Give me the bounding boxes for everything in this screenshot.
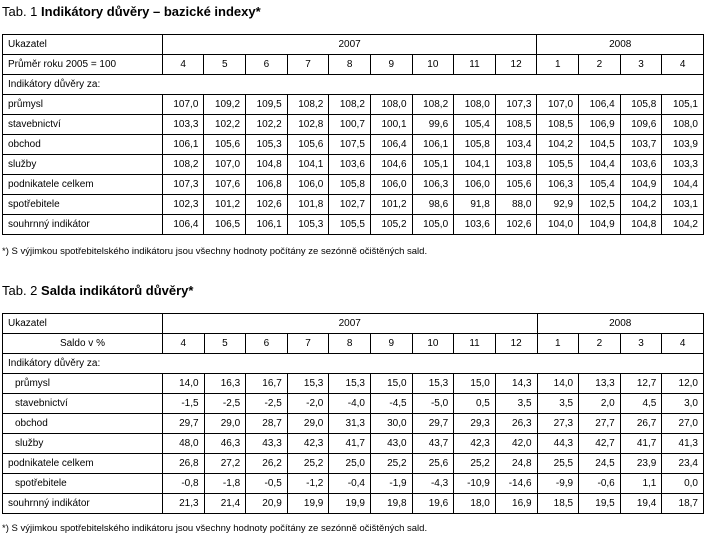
data-cell: -4,0	[329, 394, 371, 414]
data-cell: 19,9	[329, 494, 371, 514]
data-cell: 101,2	[370, 195, 412, 215]
data-cell: 41,3	[662, 434, 704, 454]
data-cell: 24,5	[579, 454, 621, 474]
table-row	[3, 215, 704, 235]
data-cell: 20,9	[246, 494, 288, 514]
data-cell: 107,6	[204, 175, 246, 195]
data-cell: 42,3	[454, 434, 496, 454]
data-cell: 41,7	[620, 434, 662, 454]
data-cell: 105,8	[454, 135, 496, 155]
data-cell: 105,3	[246, 135, 288, 155]
month-header: 6	[246, 334, 288, 354]
data-cell: 104,2	[662, 215, 704, 235]
table-row	[3, 494, 704, 514]
data-cell: 108,2	[329, 95, 371, 115]
data-cell: 104,1	[287, 155, 329, 175]
data-cell: 107,5	[329, 135, 371, 155]
header-label-ukazatel: Ukazatel	[3, 314, 163, 334]
table1-confidence-indices	[2, 34, 704, 235]
month-header: 7	[287, 55, 329, 75]
data-cell: 25,2	[454, 454, 496, 474]
data-cell: 25,2	[287, 454, 329, 474]
data-cell: 106,9	[579, 115, 621, 135]
data-cell: 103,6	[620, 155, 662, 175]
table1-title-text: Indikátory důvěry – bazické indexy*	[41, 4, 261, 19]
data-cell: -2,0	[287, 394, 329, 414]
table-row	[3, 135, 704, 155]
data-cell: 106,0	[454, 175, 496, 195]
data-cell: 29,7	[412, 414, 454, 434]
data-cell: 99,6	[412, 115, 454, 135]
data-cell: 15,3	[287, 374, 329, 394]
data-cell: 23,4	[662, 454, 704, 474]
month-header: 3	[620, 55, 662, 75]
data-cell: 0,0	[662, 474, 704, 494]
month-header: 10	[412, 334, 454, 354]
data-cell: 109,6	[620, 115, 662, 135]
data-cell: 42,0	[495, 434, 537, 454]
data-cell: 102,7	[329, 195, 371, 215]
data-cell: 15,0	[370, 374, 412, 394]
data-cell: 100,7	[329, 115, 371, 135]
data-cell: 100,1	[370, 115, 412, 135]
year-2007-header: 2007	[162, 35, 537, 55]
row-label: průmysl	[3, 374, 163, 394]
month-header: 1	[537, 334, 579, 354]
data-cell: 106,0	[287, 175, 329, 195]
month-header: 6	[246, 55, 288, 75]
data-cell: -1,2	[287, 474, 329, 494]
data-cell: 103,8	[495, 155, 537, 175]
data-cell: 1,1	[620, 474, 662, 494]
table2-title	[2, 283, 193, 298]
table-row	[3, 454, 704, 474]
data-cell: 19,8	[370, 494, 412, 514]
data-cell: 21,3	[162, 494, 204, 514]
table-row	[3, 175, 704, 195]
row-label: stavebnictví	[3, 115, 163, 135]
data-cell: 103,1	[662, 195, 704, 215]
data-cell: 27,2	[204, 454, 246, 474]
data-cell: 106,3	[537, 175, 579, 195]
data-cell: 105,8	[620, 95, 662, 115]
data-cell: 107,0	[162, 95, 204, 115]
table-row	[3, 414, 704, 434]
month-header: 3	[620, 334, 662, 354]
data-cell: 0,5	[454, 394, 496, 414]
data-cell: 105,8	[329, 175, 371, 195]
data-cell: 103,7	[620, 135, 662, 155]
data-cell: 108,0	[370, 95, 412, 115]
month-header: 9	[370, 334, 412, 354]
data-cell: 103,9	[662, 135, 704, 155]
data-cell: 31,3	[329, 414, 371, 434]
data-cell: -0,6	[579, 474, 621, 494]
data-cell: 3,5	[537, 394, 579, 414]
data-cell: 29,0	[287, 414, 329, 434]
data-cell: 25,0	[329, 454, 371, 474]
data-cell: 4,5	[620, 394, 662, 414]
table2-title-text: Salda indikátorů důvěry*	[41, 283, 194, 298]
data-cell: 106,8	[246, 175, 288, 195]
month-header: 4	[662, 334, 704, 354]
data-cell: 105,5	[537, 155, 579, 175]
table-row	[3, 115, 704, 135]
month-header: 5	[204, 55, 246, 75]
data-cell: 102,6	[246, 195, 288, 215]
month-header: 11	[454, 55, 496, 75]
data-cell: 105,4	[579, 175, 621, 195]
data-cell: 23,9	[620, 454, 662, 474]
header-row-months	[3, 55, 704, 75]
data-cell: -5,0	[412, 394, 454, 414]
month-header: 12	[495, 55, 537, 75]
data-cell: 105,0	[412, 215, 454, 235]
data-cell: 12,0	[662, 374, 704, 394]
data-cell: 104,1	[454, 155, 496, 175]
data-cell: 26,8	[162, 454, 204, 474]
data-cell: -2,5	[204, 394, 246, 414]
data-cell: 104,9	[620, 175, 662, 195]
data-cell: 106,1	[246, 215, 288, 235]
data-cell: 26,3	[495, 414, 537, 434]
data-cell: 108,5	[495, 115, 537, 135]
data-cell: 105,6	[287, 135, 329, 155]
data-cell: 107,0	[204, 155, 246, 175]
base-label: Průměr roku 2005 = 100	[3, 55, 163, 75]
row-label: spotřebitele	[3, 195, 163, 215]
data-cell: 25,6	[412, 454, 454, 474]
data-cell: 26,7	[620, 414, 662, 434]
data-cell: 41,7	[329, 434, 371, 454]
month-header: 10	[412, 55, 454, 75]
row-label: obchod	[3, 414, 163, 434]
data-cell: 104,8	[246, 155, 288, 175]
data-cell: 107,3	[162, 175, 204, 195]
data-cell: 103,6	[329, 155, 371, 175]
month-header: 9	[370, 55, 412, 75]
year-2008-header: 2008	[537, 314, 703, 334]
data-cell: 29,0	[204, 414, 246, 434]
table-row	[3, 95, 704, 115]
data-cell: 103,3	[662, 155, 704, 175]
data-cell: 15,3	[329, 374, 371, 394]
table2-title-prefix: Tab. 2	[2, 283, 42, 298]
data-cell: 104,2	[620, 195, 662, 215]
data-cell: 102,5	[579, 195, 621, 215]
data-cell: 3,5	[495, 394, 537, 414]
data-cell: 12,7	[620, 374, 662, 394]
data-cell: 106,4	[370, 135, 412, 155]
data-cell: 43,3	[246, 434, 288, 454]
month-header: 2	[579, 55, 621, 75]
data-cell: 107,0	[537, 95, 579, 115]
data-cell: 46,3	[204, 434, 246, 454]
section-label: Indikátory důvěry za:	[3, 354, 704, 374]
month-header: 7	[287, 334, 329, 354]
table-row	[3, 374, 704, 394]
data-cell: 104,6	[370, 155, 412, 175]
data-cell: 106,5	[204, 215, 246, 235]
data-cell: 25,2	[370, 454, 412, 474]
data-cell: 102,8	[287, 115, 329, 135]
data-cell: 27,7	[579, 414, 621, 434]
data-cell: 108,2	[412, 95, 454, 115]
data-cell: 102,2	[204, 115, 246, 135]
data-cell: -14,6	[495, 474, 537, 494]
table1-title	[2, 4, 261, 19]
data-cell: 92,9	[537, 195, 579, 215]
data-cell: 108,2	[162, 155, 204, 175]
data-cell: 104,2	[537, 135, 579, 155]
header-row-years	[3, 314, 704, 334]
data-cell: 104,9	[579, 215, 621, 235]
data-cell: 107,3	[495, 95, 537, 115]
data-cell: 16,9	[495, 494, 537, 514]
data-cell: 105,2	[370, 215, 412, 235]
data-cell: 26,2	[246, 454, 288, 474]
data-cell: 101,8	[287, 195, 329, 215]
table2-confidence-balances	[2, 313, 704, 514]
data-cell: 28,7	[246, 414, 288, 434]
data-cell: 103,4	[495, 135, 537, 155]
month-header: 4	[662, 55, 704, 75]
data-cell: 14,0	[537, 374, 579, 394]
data-cell: 15,3	[412, 374, 454, 394]
table-row	[3, 394, 704, 414]
data-cell: -1,5	[162, 394, 204, 414]
section-row	[3, 75, 704, 95]
data-cell: 108,0	[454, 95, 496, 115]
month-header: 4	[162, 334, 204, 354]
data-cell: -2,5	[246, 394, 288, 414]
data-cell: 27,0	[662, 414, 704, 434]
data-cell: 16,7	[246, 374, 288, 394]
data-cell: 3,0	[662, 394, 704, 414]
data-cell: 30,0	[370, 414, 412, 434]
data-cell: 91,8	[454, 195, 496, 215]
data-cell: 104,4	[579, 155, 621, 175]
month-header: 8	[329, 55, 371, 75]
data-cell: -4,5	[370, 394, 412, 414]
data-cell: 108,5	[537, 115, 579, 135]
data-cell: 105,4	[454, 115, 496, 135]
header-row-months	[3, 334, 704, 354]
row-label: služby	[3, 434, 163, 454]
month-header: 5	[204, 334, 246, 354]
data-cell: 13,3	[579, 374, 621, 394]
data-cell: 106,3	[412, 175, 454, 195]
base-label: Saldo v %	[3, 334, 163, 354]
data-cell: 43,0	[370, 434, 412, 454]
data-cell: 18,7	[662, 494, 704, 514]
data-cell: 106,4	[579, 95, 621, 115]
data-cell: 48,0	[162, 434, 204, 454]
table1-footnote: *) S výjimkou spotřebitelského indikátoru jsou všechny hodnoty počítány ze sezónně očištěných sald.	[2, 246, 428, 257]
data-cell: 29,7	[162, 414, 204, 434]
row-label: souhrnný indikátor	[3, 494, 163, 514]
data-cell: 19,4	[620, 494, 662, 514]
data-cell: 105,1	[662, 95, 704, 115]
data-cell: 19,6	[412, 494, 454, 514]
data-cell: 16,3	[204, 374, 246, 394]
data-cell: 19,9	[287, 494, 329, 514]
data-cell: 106,1	[162, 135, 204, 155]
month-header: 2	[579, 334, 621, 354]
data-cell: 42,3	[287, 434, 329, 454]
data-cell: -0,5	[246, 474, 288, 494]
data-cell: 29,3	[454, 414, 496, 434]
data-cell: -4,3	[412, 474, 454, 494]
data-cell: 105,6	[495, 175, 537, 195]
data-cell: -9,9	[537, 474, 579, 494]
data-cell: 14,0	[162, 374, 204, 394]
data-cell: 105,3	[287, 215, 329, 235]
data-cell: 44,3	[537, 434, 579, 454]
data-cell: 103,6	[454, 215, 496, 235]
data-cell: 18,0	[454, 494, 496, 514]
data-cell: 101,2	[204, 195, 246, 215]
data-cell: -1,8	[204, 474, 246, 494]
table-row	[3, 474, 704, 494]
row-label: souhrnný indikátor	[3, 215, 163, 235]
data-cell: 43,7	[412, 434, 454, 454]
data-cell: 106,1	[412, 135, 454, 155]
month-header: 1	[537, 55, 579, 75]
data-cell: 109,2	[204, 95, 246, 115]
data-cell: 104,4	[662, 175, 704, 195]
data-cell: 15,0	[454, 374, 496, 394]
month-header: 11	[454, 334, 496, 354]
header-row-years	[3, 35, 704, 55]
year-2007-header: 2007	[162, 314, 537, 334]
table-row	[3, 155, 704, 175]
data-cell: 104,0	[537, 215, 579, 235]
month-header: 12	[495, 334, 537, 354]
section-row	[3, 354, 704, 374]
data-cell: 102,2	[246, 115, 288, 135]
row-label: průmysl	[3, 95, 163, 115]
row-label: obchod	[3, 135, 163, 155]
year-2008-header: 2008	[537, 35, 704, 55]
data-cell: 108,2	[287, 95, 329, 115]
data-cell: 105,6	[204, 135, 246, 155]
data-cell: 104,8	[620, 215, 662, 235]
data-cell: 106,0	[370, 175, 412, 195]
table-row	[3, 195, 704, 215]
row-label: služby	[3, 155, 163, 175]
header-label-ukazatel: Ukazatel	[3, 35, 163, 55]
row-label: podnikatele celkem	[3, 175, 163, 195]
data-cell: 18,5	[537, 494, 579, 514]
data-cell: 19,5	[579, 494, 621, 514]
month-header: 8	[329, 334, 371, 354]
data-cell: 108,0	[662, 115, 704, 135]
table1-title-prefix: Tab. 1	[2, 4, 42, 19]
data-cell: 105,1	[412, 155, 454, 175]
data-cell: 27,3	[537, 414, 579, 434]
data-cell: 25,5	[537, 454, 579, 474]
data-cell: 42,7	[579, 434, 621, 454]
data-cell: 105,5	[329, 215, 371, 235]
data-cell: -1,9	[370, 474, 412, 494]
data-cell: 14,3	[495, 374, 537, 394]
data-cell: 106,4	[162, 215, 204, 235]
data-cell: 103,3	[162, 115, 204, 135]
row-label: podnikatele celkem	[3, 454, 163, 474]
section-label: Indikátory důvěry za:	[3, 75, 704, 95]
data-cell: -0,4	[329, 474, 371, 494]
data-cell: 102,3	[162, 195, 204, 215]
data-cell: 88,0	[495, 195, 537, 215]
row-label: stavebnictví	[3, 394, 163, 414]
data-cell: 102,6	[495, 215, 537, 235]
data-cell: -0,8	[162, 474, 204, 494]
table-row	[3, 434, 704, 454]
data-cell: 109,5	[246, 95, 288, 115]
table2-footnote: *) S výjimkou spotřebitelského indikátoru jsou všechny hodnoty počítány ze sezónně očištěných sald.	[2, 523, 428, 534]
data-cell: 98,6	[412, 195, 454, 215]
data-cell: -10,9	[454, 474, 496, 494]
row-label: spotřebitele	[3, 474, 163, 494]
data-cell: 2,0	[579, 394, 621, 414]
data-cell: 21,4	[204, 494, 246, 514]
month-header: 4	[162, 55, 204, 75]
data-cell: 24,8	[495, 454, 537, 474]
data-cell: 104,5	[579, 135, 621, 155]
